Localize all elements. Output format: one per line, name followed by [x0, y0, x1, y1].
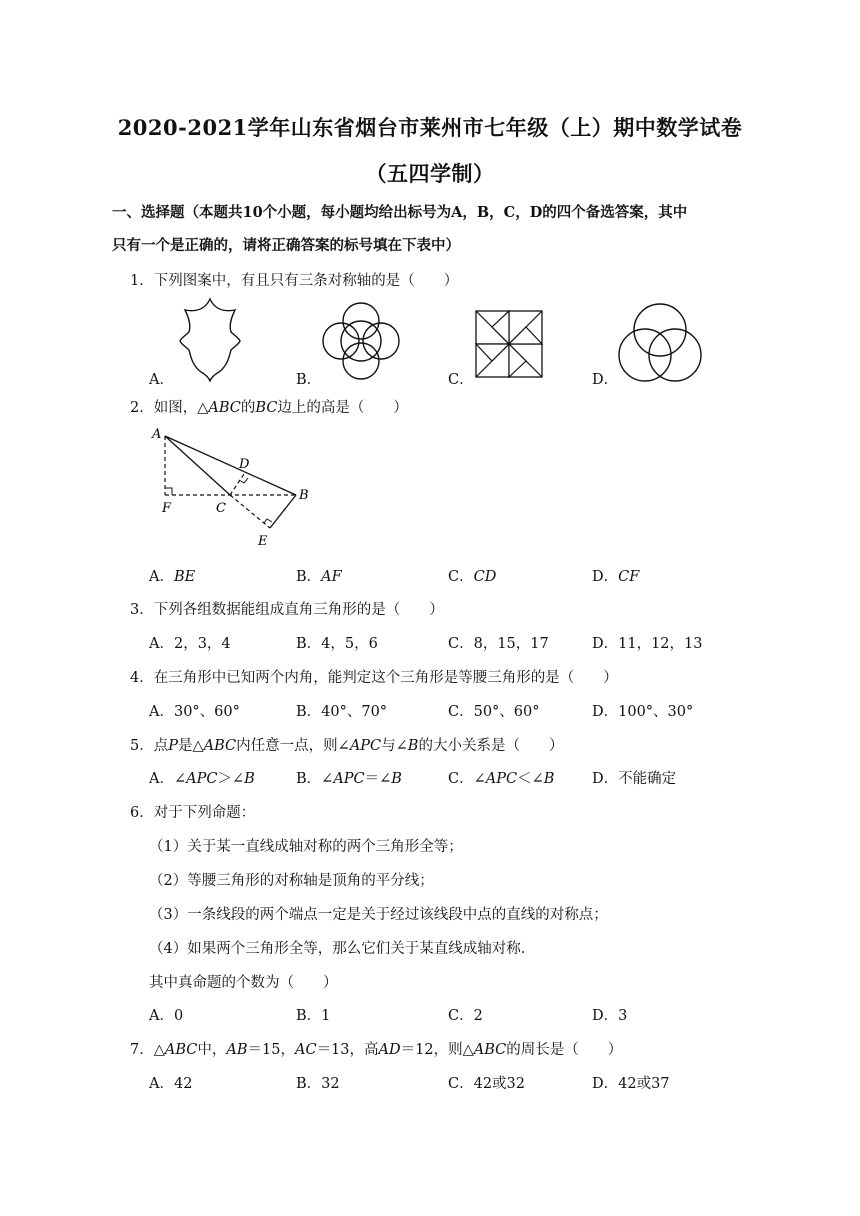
q2-option-b[interactable]: B．AF — [296, 569, 342, 585]
q1-option-a[interactable]: A． — [149, 372, 174, 388]
q3-option-c[interactable]: C．8，15，17 — [448, 636, 549, 652]
q2-stem: 2．如图，△ABC的BC边上的高是（ ） — [130, 400, 408, 416]
q7-stem: 7．△ABC中，AB＝15，AC＝13，高AD＝12，则△ABC的周长是（ ） — [130, 1042, 623, 1058]
q6-option-b[interactable]: B．1 — [296, 1008, 331, 1024]
page-subtitle: （五四学制） — [365, 161, 495, 186]
q6-proposition-2: （2）等腰三角形的对称轴是顶角的平分线； — [149, 873, 434, 889]
q7-option-d[interactable]: D．42或37 — [592, 1076, 670, 1092]
point-label-d: D — [239, 457, 250, 472]
point-label-f: F — [162, 501, 172, 516]
q4-option-a[interactable]: A．30°、60° — [149, 704, 240, 720]
q7-option-b[interactable]: B．32 — [296, 1076, 340, 1092]
q5-option-b[interactable]: B．∠APC＝∠B — [296, 771, 402, 787]
four-circles-shape-figure — [320, 300, 402, 382]
section-heading-line2: 只有一个是正确的，请将正确答案的标号填在下表中） — [112, 237, 460, 254]
point-label-e: E — [258, 534, 268, 549]
q6-option-c[interactable]: C．2 — [448, 1008, 483, 1024]
pinwheel-shape-figure — [474, 309, 544, 379]
q4-option-b[interactable]: B．40°、70° — [296, 704, 388, 720]
section-heading-line1: 一、选择题（本题共10个小题，每小题均给出标号为A，B，C，D的四个备选答案，其中 — [112, 204, 688, 221]
page-title: 2020-2021学年山东省烟台市莱州市七年级（上）期中数学试卷 — [117, 115, 743, 140]
triquetra-shape-figure — [617, 300, 703, 382]
point-label-b: B — [299, 488, 309, 503]
leaf-vase-shape-figure — [175, 296, 245, 382]
q3-option-a[interactable]: A．2，3，4 — [149, 636, 231, 652]
q6-proposition-1: （1）关于某一直线成轴对称的两个三角形全等； — [149, 839, 463, 855]
q6-option-a[interactable]: A．0 — [149, 1008, 184, 1024]
q3-stem: 3．下列各组数据能组成直角三角形的是（ ） — [130, 602, 444, 618]
q5-option-d[interactable]: D．不能确定 — [592, 771, 677, 787]
q6-question: 其中真命题的个数为（ ） — [149, 975, 338, 991]
q5-stem: 5．点P是△ABC内任意一点，则∠APC与∠B的大小关系是（ ） — [130, 738, 564, 754]
q1-option-c[interactable]: C． — [448, 372, 474, 388]
q4-option-d[interactable]: D．100°、30° — [592, 704, 694, 720]
triangle-abc-figure — [146, 424, 322, 550]
point-label-a: A — [152, 427, 162, 442]
point-label-c: C — [216, 501, 226, 516]
q5-option-c[interactable]: C．∠APC＜∠B — [448, 771, 555, 787]
q4-stem: 4．在三角形中已知两个内角，能判定这个三角形是等腰三角形的是（ ） — [130, 670, 618, 686]
q5-option-a[interactable]: A．∠APC＞∠B — [149, 771, 255, 787]
q7-option-c[interactable]: C．42或32 — [448, 1076, 525, 1092]
q2-option-a[interactable]: A．BE — [149, 569, 196, 585]
q6-option-d[interactable]: D．3 — [592, 1008, 628, 1024]
q6-stem: 6．对于下列命题： — [130, 805, 256, 821]
q6-proposition-3: （3）一条线段的两个端点一定是关于经过该线段中点的直线的对称点； — [149, 907, 608, 923]
q1-stem: 1．下列图案中，有且只有三条对称轴的是（ ） — [130, 273, 459, 289]
q1-option-b[interactable]: B． — [296, 372, 322, 388]
q6-proposition-4: （4）如果两个三角形全等，那么它们关于某直线成轴对称． — [149, 941, 536, 957]
q3-option-b[interactable]: B．4，5，6 — [296, 636, 378, 652]
q1-option-d[interactable]: D． — [592, 372, 619, 388]
q2-option-d[interactable]: D．CF — [592, 569, 640, 585]
q7-option-a[interactable]: A．42 — [149, 1076, 193, 1092]
q2-option-c[interactable]: C．CD — [448, 569, 497, 585]
q3-option-d[interactable]: D．11，12，13 — [592, 636, 703, 652]
q4-option-c[interactable]: C．50°、60° — [448, 704, 540, 720]
